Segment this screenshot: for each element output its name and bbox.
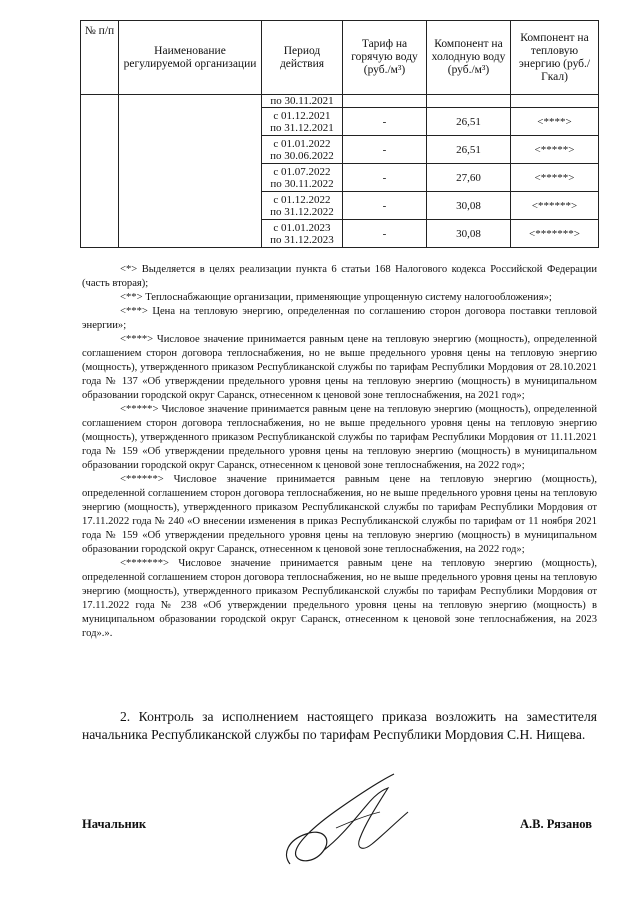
- cell-heat: <*****>: [511, 164, 599, 192]
- cell-cold: [427, 95, 511, 108]
- cell-org-empty: [119, 95, 262, 248]
- footnote: <*> Выделяется в целях реализации пункта 6 статьи 168 Налогового кодекса Российской Федерации (часть вторая);: [82, 264, 597, 289]
- header-cold-water: Компонент на холодную воду (руб./м³): [427, 21, 511, 95]
- header-heat-energy: Компонент на тепловую энергию (руб./Гкал): [511, 21, 599, 95]
- cell-num-empty: [81, 95, 119, 248]
- table-header-row: [81, 21, 599, 95]
- header-hot-water: Тариф на горячую воду (руб./м³): [343, 21, 427, 95]
- footnotes: [82, 263, 597, 641]
- footnote: <****> Числовое значение принимается равным цене на тепловую энергию (мощность), определенной соглашением сторон договора теплоснабжения, но не выше предельного уровня цены на тепловую энергию (мощность), утвержденного приказом Республиканской службы по тарифам Республики Мордовия от 28.10.2021 года № 137 «Об утверждении предельного уровня цены на тепловую энергию (мощность) в муниципальном образовании городской округ Саранск, отнесенном к ценовой зоне теплоснабжения, на 2021 год»;: [82, 334, 597, 401]
- cell-hot: [343, 95, 427, 108]
- cell-heat: [511, 95, 599, 108]
- cell-cold: 26,51: [427, 136, 511, 164]
- cell-hot: -: [343, 220, 427, 248]
- header-num: № п/п: [81, 21, 119, 95]
- signatory-title: Начальник: [82, 817, 147, 831]
- cell-heat: <******>: [511, 192, 599, 220]
- footnote: <******> Числовое значение принимается равным цене на тепловую энергию (мощность), определенной соглашением сторон договора теплоснабжения, но не выше предельного уровня цены на тепловую энергию (мощность), утвержденного приказом Республиканской службы по тарифам Республики Мордовия от 17.11.2022 года № 240 «О внесении изменения в приказ Республиканской службы по тарифам от 11 ноября 2021 года № 159 «Об утверждении предельного уровня цены на тепловую энергию (мощность) в муниципальном образовании городской округ Саранск, отнесенном к ценовой зоне теплоснабжения, на 2022 год»;: [82, 474, 597, 555]
- cell-period: с 01.01.2023 по 31.12.2023: [262, 220, 343, 248]
- cell-hot: -: [343, 164, 427, 192]
- tariff-table: [80, 20, 599, 248]
- cell-cold: 26,51: [427, 108, 511, 136]
- control-paragraph: [82, 708, 597, 743]
- cell-cold: 30,08: [427, 192, 511, 220]
- signatory-name: А.В. Рязанов: [520, 817, 592, 831]
- cell-hot: -: [343, 192, 427, 220]
- cell-heat: <*****>: [511, 136, 599, 164]
- cell-period: с 01.01.2022 по 30.06.2022: [262, 136, 343, 164]
- cell-cold: 30,08: [427, 220, 511, 248]
- cell-period: с 01.07.2022 по 30.11.2022: [262, 164, 343, 192]
- handwritten-signature: [262, 768, 422, 878]
- cell-hot: -: [343, 108, 427, 136]
- table-row: [81, 95, 599, 108]
- footnote: <***> Цена на тепловую энергию, определенная по соглашению сторон договора поставки тепловой энергии»;: [82, 306, 597, 331]
- cell-heat: <****>: [511, 108, 599, 136]
- cell-heat: <*******>: [511, 220, 599, 248]
- footnote: <*****> Числовое значение принимается равным цене на тепловую энергию (мощность), определенной соглашением сторон договора теплоснабжения, но не выше предельного уровня цены на тепловую энергию (мощность), утвержденного приказом Республиканской службы по тарифам Республики Мордовия от 11.11.2021 года № 159 «Об утверждении предельного уровня цены на тепловую энергию (мощность) в муниципальном образовании городской округ Саранск, отнесенном к ценовой зоне теплоснабжения, на 2022 год»;: [82, 404, 597, 471]
- cell-cold: 27,60: [427, 164, 511, 192]
- cell-period: по 30.11.2021: [262, 95, 343, 108]
- footnote: <**> Теплоснабжающие организации, применяющие упрощенную систему налогообложения»;: [120, 292, 552, 303]
- footnote: <*******> Числовое значение принимается равным цене на тепловую энергию (мощность), определенной соглашением сторон договора теплоснабжения, но не выше предельного уровня цены на тепловую энергию (мощность), утвержденного приказом Республиканской службы по тарифам Республики Мордовия от 17.11.2022 года № 238 «Об утверждении предельного уровня цены на тепловую энергию (мощность) в муниципальном образовании городской округ Саранск, отнесенном к ценовой зоне теплоснабжения, на 2023 год».».: [82, 558, 597, 639]
- cell-hot: -: [343, 136, 427, 164]
- cell-period: с 01.12.2021 по 31.12.2021: [262, 108, 343, 136]
- cell-period: с 01.12.2022 по 31.12.2022: [262, 192, 343, 220]
- header-org: Наименование регулируемой организации: [119, 21, 262, 95]
- header-period: Период действия: [262, 21, 343, 95]
- paragraph-text: 2. Контроль за исполнением настоящего приказа возложить на заместителя начальника Республиканской службы по тарифам Республики Мордовия С.Н. Нищева.: [82, 709, 597, 742]
